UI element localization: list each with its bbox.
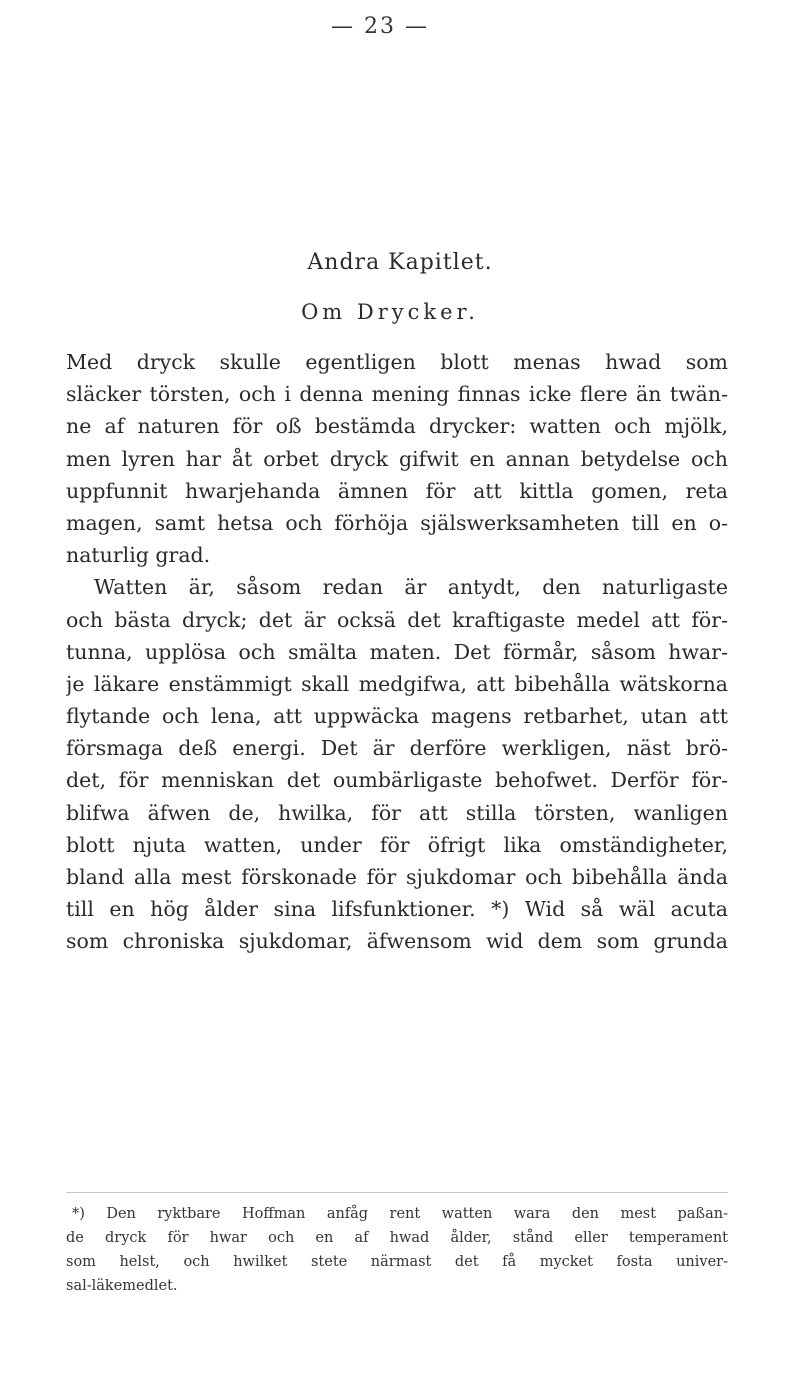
body-line: Watten är, såsom redan är antydt, den naturligaste	[94, 575, 728, 600]
body-line: det, för menniskan det oumbärligaste behofwet. Derför för-	[66, 768, 728, 793]
footnote-line: sal-läkemedlet.	[66, 1278, 178, 1294]
body-line: tunna, upplösa och smälta maten. Det förmår, såsom hwar-	[66, 639, 728, 664]
body-text	[66, 346, 728, 958]
body-line: bland alla mest förskonade för sjukdomar och bibehålla ända	[66, 865, 728, 889]
body-line: ne af naturen för oß bestämda drycker: watten och mjölk,	[66, 414, 728, 439]
body-line: uppfunnit hwarjehanda ämnen för att kittla gomen, reta	[66, 478, 728, 503]
page-number: — 23 —	[331, 14, 429, 39]
body-line: Med dryck skulle egentligen blott menas hwad som	[66, 350, 728, 374]
body-line: je läkare enstämmigt skall medgifwa, att bibehålla wätskorna	[66, 671, 728, 696]
body-line: blifwa äfwen de, hwilka, för att stilla törsten, wanligen	[66, 800, 728, 825]
body-line: släcker törsten, och i denna mening finnas icke flere än twän-	[66, 382, 728, 407]
body-line: naturlig grad.	[66, 543, 211, 568]
body-line: som chroniska sjukdomar, äfwensom wid dem som grunda	[66, 929, 728, 954]
footnote-line: som helst, och hwilket stete närmast det få mycket fosta univer-	[66, 1254, 728, 1270]
body-line: flytande och lena, att uppwäcka magens retbarhet, utan att	[66, 704, 728, 729]
footnote	[66, 1202, 728, 1298]
section-heading: Om Drycker.	[301, 300, 479, 324]
footnote-line: de dryck för hwar och en af hwad ålder, stånd eller temperament	[66, 1230, 728, 1246]
footnote-divider	[66, 1192, 728, 1193]
chapter-heading: Andra Kapitlet.	[307, 250, 493, 275]
body-line: och bästa dryck; det är ocksä det kraftigaste medel att för-	[66, 607, 728, 632]
body-line: blott njuta watten, under för öfrigt lika omständigheter,	[66, 832, 728, 857]
body-line: magen, samt hetsa och förhöja själswerksamheten till en o-	[66, 510, 728, 535]
body-line: men lyren har åt orbet dryck gifwit en annan betydelse och	[66, 446, 728, 471]
body-line: till en hög ålder sina lifsfunktioner. *) Wid så wäl acuta	[66, 897, 728, 922]
footnote-line: *) Den ryktbare Hoffman anfåg rent watten wara den mest paßan-	[72, 1206, 728, 1222]
body-line: försmaga deß energi. Det är derföre werkligen, näst brö-	[66, 736, 728, 761]
